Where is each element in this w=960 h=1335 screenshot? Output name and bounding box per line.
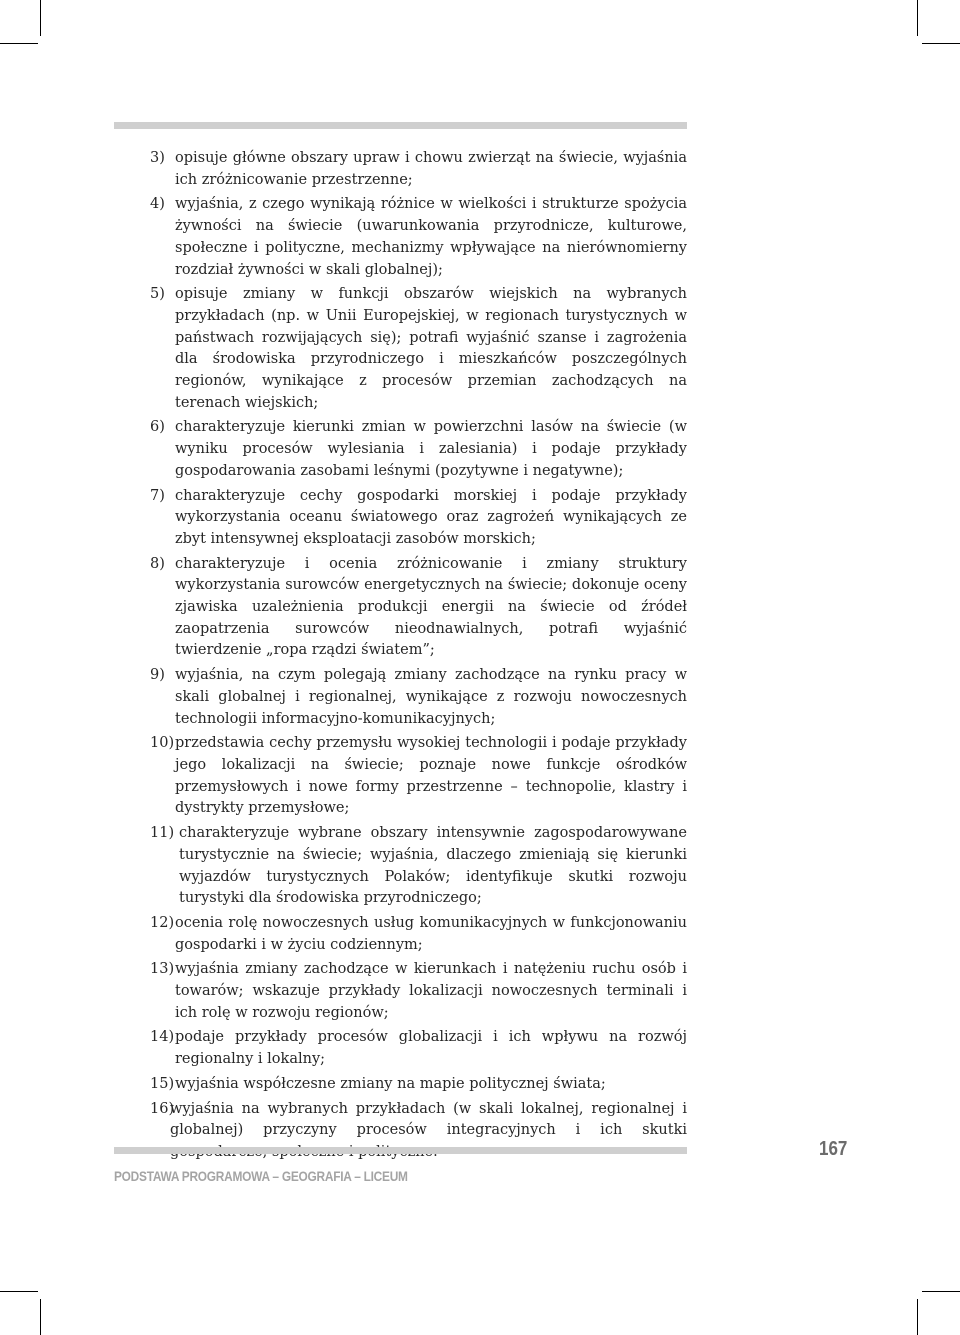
item-number: 12) <box>150 914 175 931</box>
list-item <box>150 959 687 1024</box>
item-text: charakteryzuje wybrane obszary intensywnie zagospodarowywane turystycznie na świecie; wyjaśnia, dlaczego zmieniają się kierunki wyjazdów turystycznych Polaków; identyfikuje skutki rozwoju turystyki dla środowiska przyrodniczego; <box>179 825 687 907</box>
item-text: ocenia rolę nowoczesnych usług komunikacyjnych w funkcjonowaniu gospodarki i w życiu codziennym; <box>175 914 687 953</box>
footer-rule <box>114 1147 687 1154</box>
item-text: opisuje główne obszary upraw i chowu zwierząt na świecie, wyjaśnia ich zróżnicowanie przestrzenne; <box>175 150 687 188</box>
item-text: charakteryzuje i ocenia zróżnicowanie i zmiany struktury wykorzystania surowców energetycznych na świecie; dokonuje oceny zjawiska uzależnienia produkcji energii na świecie od źródeł zaopatrzenia surowców nieodnawialnych, potrafi wyjaśnić twierdzenie „ropa rządzi światem”; <box>175 555 687 659</box>
list-item <box>150 665 687 730</box>
item-text: wyjaśnia, na czym polegają zmiany zachodzące na rynku pracy w skali globalnej i regionalnej, wynikające z rozwoju nowoczesnych technologii informacyjno-komunikacyjnych; <box>175 667 687 727</box>
crop-mark <box>0 1291 38 1292</box>
item-number: 13) <box>150 961 175 978</box>
item-text: wyjaśnia, z czego wynikają różnice w wielkości i strukturze spożycia żywności na świecie (uwarunkowania przyrodnicze, kulturowe, społeczne i polityczne, mechanizmy wpływające na nierównomierny rozdział żywności w skali globalnej); <box>175 196 687 278</box>
requirements-list <box>150 148 687 1167</box>
item-text: wyjaśnia zmiany zachodzące w kierunkach i natężeniu ruchu osób i towarów; wskazuje przykłady lokalizacji nowoczesnych terminali i ich rolę w rozwoju regionów; <box>175 961 687 1021</box>
list-item <box>150 417 687 482</box>
list-item <box>150 913 687 956</box>
item-text: charakteryzuje kierunki zmian w powierzchni lasów na świecie (w wyniku procesów wylesiania i zalesiania) i podaje przykłady gospodarowania zasobami leśnymi (pozytywne i negatywne); <box>175 419 687 479</box>
list-item <box>150 284 687 414</box>
crop-mark <box>917 1299 918 1335</box>
crop-mark <box>917 0 918 36</box>
crop-mark <box>40 0 41 36</box>
running-footer: PODSTAWA PROGRAMOWA – GEOGRAFIA – LICEUM <box>114 1168 408 1184</box>
list-item <box>150 194 687 281</box>
item-number: 5) <box>150 286 165 303</box>
item-text: podaje przykłady procesów globalizacji i ich wpływu na rozwój regionalny i lokalny; <box>175 1029 687 1068</box>
item-number: 16) <box>150 1100 175 1117</box>
list-item <box>150 733 687 820</box>
item-number: 6) <box>150 419 165 436</box>
item-number: 4) <box>150 196 165 213</box>
item-number: 10) <box>150 735 175 752</box>
list-item <box>150 1074 687 1096</box>
list-item <box>150 554 687 663</box>
item-text: wyjaśnia na wybranych przykładach (w skali lokalnej, regionalnej i globalnej) przyczyny procesów integracyjnych i ich skutki <box>170 1100 687 1139</box>
crop-mark <box>922 1291 960 1292</box>
item-number: 8) <box>150 555 165 572</box>
item-number: 3) <box>150 150 165 166</box>
item-number: 9) <box>150 667 165 684</box>
item-text: opisuje zmiany w funkcji obszarów wiejskich na wybranych przykładach (np. w Unii Europejskiej, w regionach turystycznych w państwach rozwijających się); potrafi wyjaśnić szanse i zagrożenia dla środowiska przyrodniczego i mieszkańców poszczególnych regionów, wynikające z procesów przemian zachodzących na terenach wiejskich; <box>175 286 687 411</box>
list-item <box>150 486 687 551</box>
item-text: wyjaśnia współczesne zmiany na mapie politycznej świata; <box>175 1075 606 1092</box>
item-number: 14) <box>150 1029 175 1046</box>
page-number: 167 <box>819 1138 848 1160</box>
item-number: 7) <box>150 487 165 504</box>
list-item <box>150 823 687 910</box>
list-item <box>150 1027 687 1070</box>
crop-mark <box>40 1299 41 1335</box>
item-text: przedstawia cechy przemysłu wysokiej technologii i podaje przykłady jego lokalizacji na świecie; poznaje nowe funkcje ośrodków przemysłowych i nowe formy przestrzenne – technopolie, klastry i dystrykty przemysłowe; <box>175 735 687 817</box>
crop-mark <box>0 43 38 44</box>
item-number: 11) <box>150 825 175 842</box>
item-text: charakteryzuje cechy gospodarki morskiej i podaje przykłady wykorzystania oceanu światowego oraz zagrożeń wynikających ze zbyt intensywnej eksploatacji zasobów morskich; <box>175 487 687 547</box>
crop-mark <box>922 43 960 44</box>
list-item <box>150 148 687 191</box>
item-number: 15) <box>150 1075 175 1092</box>
header-rule <box>114 122 687 129</box>
